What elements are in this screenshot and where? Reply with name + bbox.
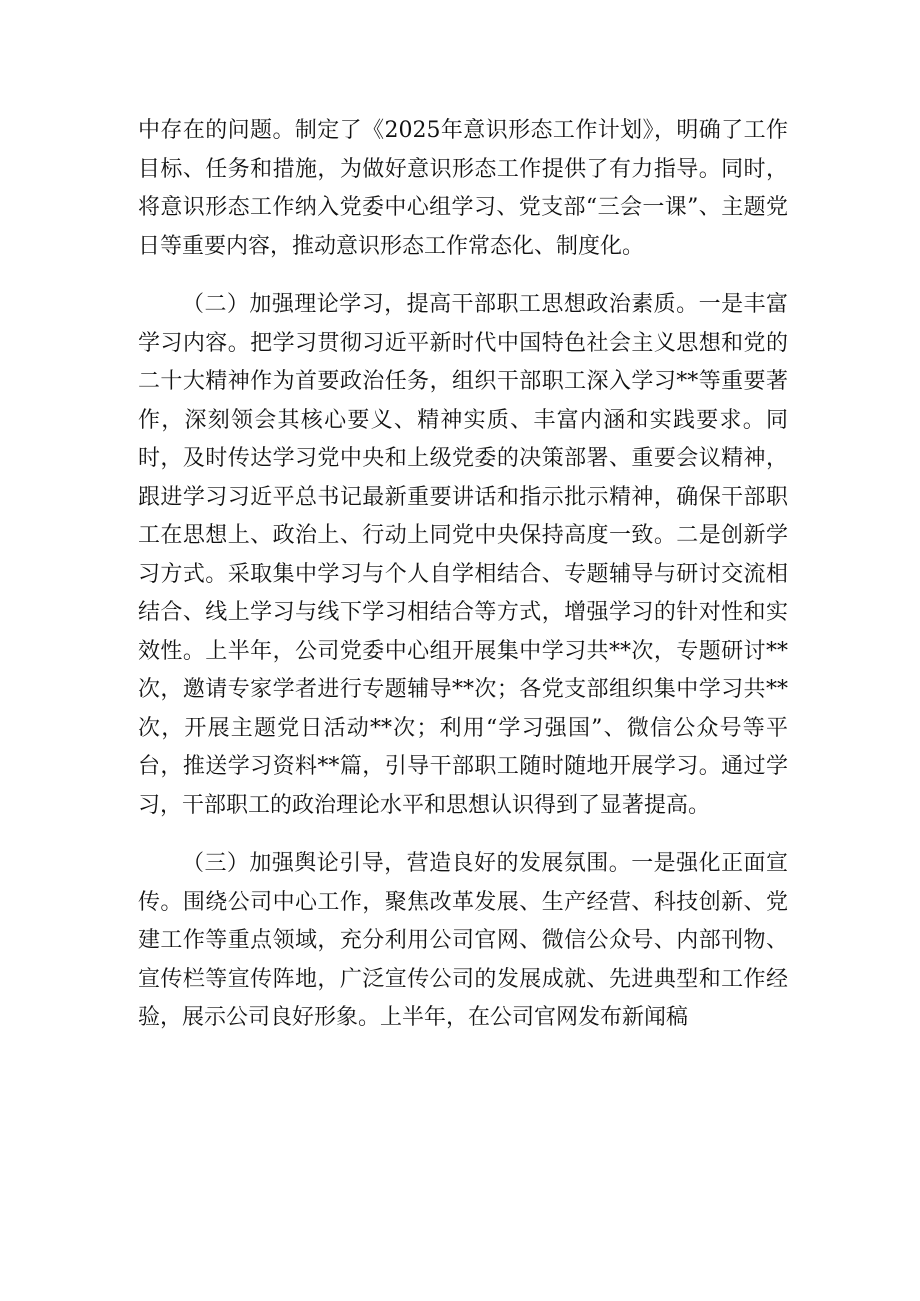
paragraph-continuation: 中存在的问题。制定了《2025年意识形态工作计划》，明确了工作目标、任务和措施，为做好意识形态工作提供了有力指导。同时，将意识形态工作纳入党委中心组学习、党支部“三会一课”、主题党日等重要内容，推动意识形态工作常态化、制度化。	[138, 118, 788, 259]
paragraph-public-opinion: （三）加强舆论引导，营造良好的发展氛围。一是强化正面宣传。围绕公司中心工作，聚焦改革发展、生产经营、科技创新、党建工作等重点领域，充分利用公司官网、微信公众号、内部刊物、宣传栏等宣传阵地，广泛宣传公司的发展成就、先进典型和工作经验，展示公司良好形象。上半年，在公司官网发布新闻稿	[138, 851, 788, 1030]
document-body	[138, 112, 788, 1038]
paragraph-theory-study: （二）加强理论学习，提高干部职工思想政治素质。一是丰富学习内容。把学习贯彻习近平新时代中国特色社会主义思想和党的二十大精神作为首要政治任务，组织干部职工深入学习**等重要著作，深刻领会其核心要义、精神实质、丰富内涵和实践要求。同时，及时传达学习党中央和上级党委的决策部署、重要会议精神，跟进学习习近平总书记最新重要讲话和指示批示精神，确保干部职工在思想上、政治上、行动上同党中央保持高度一致。二是创新学习方式。采取集中学习与个人自学相结合、专题辅导与研讨交流相结合、线上学习与线下学习相结合等方式，增强学习的针对性和实效性。上半年，公司党委中心组开展集中学习共**次，专题研讨**次，邀请专家学者进行专题辅导**次；各党支部组织集中学习共**次，开展主题党日活动**次；利用“学习强国”、微信公众号等平台，推送学习资料**篇，引导干部职工随时随地开展学习。通过学习，干部职工的政治理论水平和思想认识得到了显著提高。	[138, 292, 788, 818]
